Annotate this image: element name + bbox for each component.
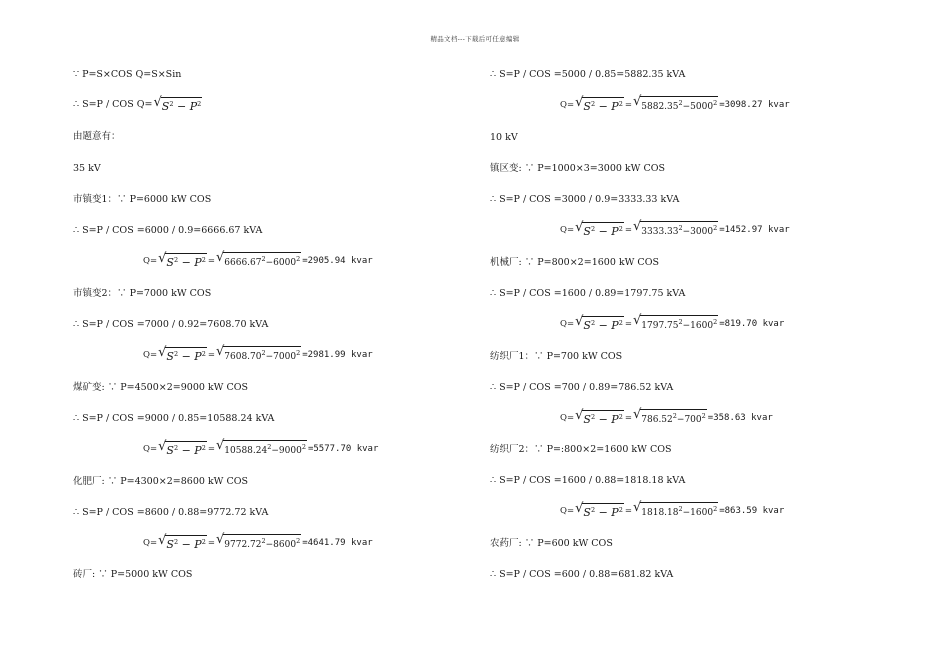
r3-formula: Q= √ $S^2 - P^2$ = √ $786.52^2-700^2$ =358.63 kvar bbox=[560, 407, 773, 426]
voltage-10kv: 10 kV bbox=[490, 132, 518, 143]
r4-calc: ∴ S=P / COS =1600 / 0.88=1818.18 kVA bbox=[490, 475, 686, 486]
formula-derivation bbox=[73, 96, 203, 113]
s3-rad: 10588.24 bbox=[224, 446, 268, 456]
s4-formula: Q= √ $S^2 - P^2$ = √ $9772.72^2-8600^2$ =4641.79 kvar bbox=[143, 532, 373, 551]
r3-title: 纺织厂1：∵ P=700 kW COS bbox=[490, 351, 623, 362]
s5-calc: ∴ S=P / COS =5000 / 0.85=5882.35 kVA bbox=[490, 69, 686, 80]
s5-sub: 5000 bbox=[690, 102, 714, 112]
s4-title: 化肥厂: ∵ P=4300×2=8600 kW COS bbox=[73, 476, 249, 487]
r3-calc: ∴ S=P / COS =700 / 0.89=786.52 kVA bbox=[490, 382, 674, 393]
voltage-35kv: 35 kV bbox=[73, 163, 101, 174]
s4-rad: 9772.72 bbox=[224, 540, 262, 550]
s5-result: =3098.27 kvar bbox=[719, 100, 790, 110]
r2-rad: 1797.75 bbox=[641, 321, 679, 331]
r3-result: =358.63 kvar bbox=[707, 413, 773, 423]
s2-rad: 7608.70 bbox=[224, 352, 262, 362]
s3-result: =5577.70 kvar bbox=[307, 444, 379, 454]
r5-calc: ∴ S=P / COS =600 / 0.88=681.82 kVA bbox=[490, 569, 674, 580]
s1-result: =2905.94 kvar bbox=[302, 256, 373, 266]
s4-result: =4641.79 kvar bbox=[302, 538, 373, 548]
s4-sub: 8600 bbox=[273, 540, 297, 550]
r1-rad: 3333.33 bbox=[641, 227, 679, 237]
r4-result: =863.59 kvar bbox=[719, 506, 785, 516]
r2-sub: 1600 bbox=[690, 321, 714, 331]
r1-calc: ∴ S=P / COS =3000 / 0.9=3333.33 kVA bbox=[490, 194, 680, 205]
s4-calc: ∴ S=P / COS =8600 / 0.88=9772.72 kVA bbox=[73, 507, 269, 518]
s5-title: 砖厂: ∵ P=5000 kW COS bbox=[73, 569, 193, 580]
s3-sub: 9000 bbox=[278, 446, 302, 456]
s3-formula: Q= √ $S^2 - P^2$ = √ $10588.24^2-9000^2$ =5577.70 kvar bbox=[143, 438, 379, 457]
s2-formula: Q= √ $S^2 - P^2$ = √ $7608.70^2-7000^2$ =2981.99 kvar bbox=[143, 344, 373, 363]
s1-rad: 6666.67 bbox=[224, 258, 262, 268]
r1-sub: 3000 bbox=[690, 227, 714, 237]
s2-result: =2981.99 kvar bbox=[302, 350, 373, 360]
s1-title: 市镇变1：∵ P=6000 kW COS bbox=[73, 194, 212, 205]
given-label: 由题意有： bbox=[73, 131, 121, 142]
sqrt-generic: √ $S^2 - P^2$ bbox=[153, 95, 202, 113]
r1-title: 镇区变: ∵ P=1000×3=3000 kW COS bbox=[490, 163, 666, 174]
r4-rad: 1818.18 bbox=[641, 508, 679, 518]
r1-result: =1452.97 kvar bbox=[719, 225, 790, 235]
r2-result: =819.70 kvar bbox=[719, 319, 785, 329]
s1-formula: Q= √ $S^2 - P^2$ = √ $6666.67^2-6000^2$ =2905.94 kvar bbox=[143, 250, 373, 269]
derivation-text: ∴ S=P / COS Q= bbox=[73, 99, 153, 110]
s3-title: 煤矿变: ∵ P=4500×2=9000 kW COS bbox=[73, 382, 249, 393]
r5-title: 农药厂: ∵ P=600 kW COS bbox=[490, 538, 613, 549]
r2-title: 机械厂: ∵ P=800×2=1600 kW COS bbox=[490, 257, 659, 268]
page-header: 精品文档---下载后可任意编辑 bbox=[430, 35, 520, 43]
s1-sub: 6000 bbox=[273, 258, 297, 268]
s3-calc: ∴ S=P / COS =9000 / 0.85=10588.24 kVA bbox=[73, 413, 275, 424]
r1-formula: Q= √ $S^2 - P^2$ = √ $3333.33^2-3000^2$ =1452.97 kvar bbox=[560, 219, 790, 238]
r2-calc: ∴ S=P / COS =1600 / 0.89=1797.75 kVA bbox=[490, 288, 686, 299]
r4-formula: Q= √ $S^2 - P^2$ = √ $1818.18^2-1600^2$ =863.59 kvar bbox=[560, 500, 785, 519]
formula-definition: ∵ P=S×COS Q=S×Sin bbox=[73, 69, 182, 80]
s2-calc: ∴ S=P / COS =7000 / 0.92=7608.70 kVA bbox=[73, 319, 269, 330]
s2-sub: 7000 bbox=[273, 352, 297, 362]
r4-sub: 1600 bbox=[690, 508, 714, 518]
s2-title: 市镇变2：∵ P=7000 kW COS bbox=[73, 288, 212, 299]
r3-sub: 700 bbox=[684, 415, 702, 425]
r2-formula: Q= √ $S^2 - P^2$ = √ $1797.75^2-1600^2$ =819.70 kvar bbox=[560, 313, 785, 332]
s5-rad: 5882.35 bbox=[641, 102, 679, 112]
r3-rad: 786.52 bbox=[641, 415, 673, 425]
s5-formula: Q= √ $S^2 - P^2$ = √ $5882.35^2-5000^2$ =3098.27 kvar bbox=[560, 94, 790, 113]
s1-calc: ∴ S=P / COS =6000 / 0.9=6666.67 kVA bbox=[73, 225, 263, 236]
r4-title: 纺织厂2：∵ P=:800×2=1600 kW COS bbox=[490, 444, 672, 455]
